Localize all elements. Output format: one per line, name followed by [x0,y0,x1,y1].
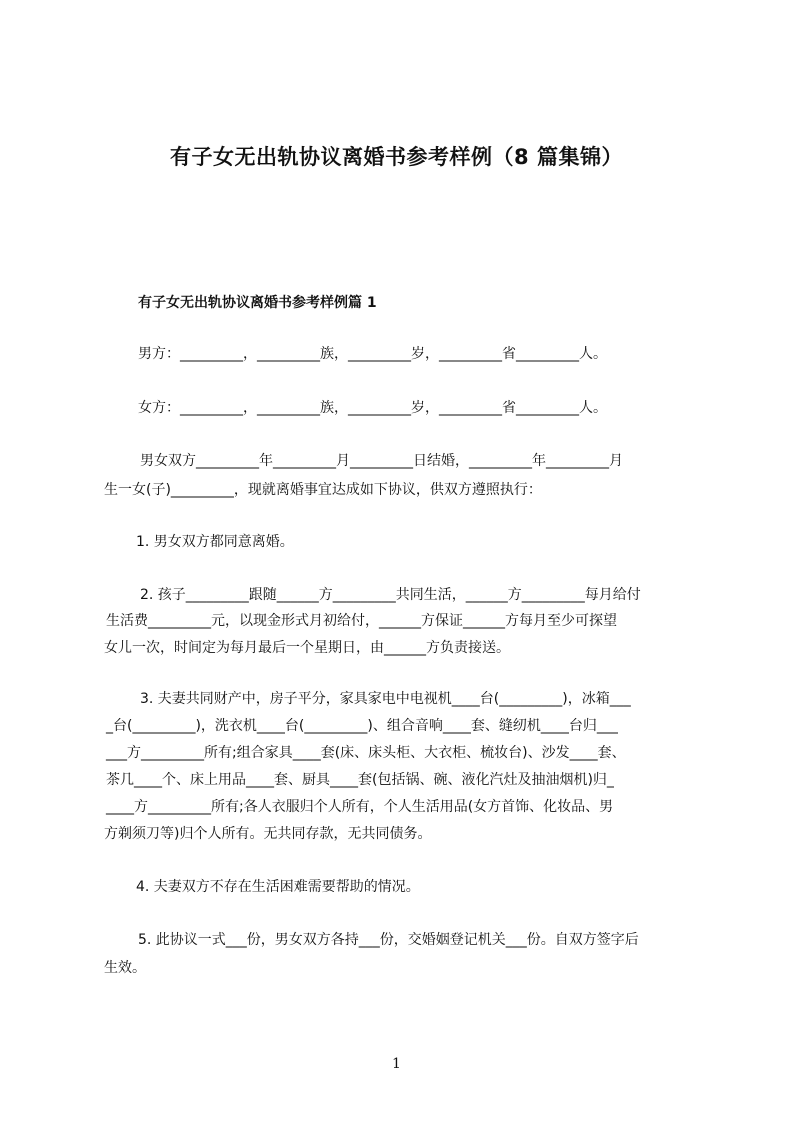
paragraph-line: 方剃须刀等)归个人所有。无共同存款，无共同债务。 [104,826,432,842]
page-number: 1 [392,1056,401,1072]
paragraph-line: 茶几____个、床上用品____套、厨具____套(包括锅、碗、液化汽灶及抽油烟机)归_ [106,772,614,788]
paragraph-line: 3. 夫妻共同财产中，房子平分，家具家电中电视机____台(_________)，冰箱___ [140,691,631,707]
paragraph-line: 女方：_________，_________族，_________岁，_________省_________人。 [138,400,607,416]
paragraph-line: 生效。 [104,960,146,976]
paragraph-line: 生一女(子)_________，现就离婚事宜达成如下协议，供双方遵照执行： [104,482,542,498]
document-title: 有子女无出轨协议离婚书参考样例（8 篇集锦） [170,145,623,169]
paragraph-line: _台(_________)，洗衣机____台(_________)、组合音响____套、缝纫机____台归___ [106,718,618,734]
paragraph-line: 女儿一次，时间定为每月最后一个星期日，由______方负责接送。 [104,640,510,656]
paragraph-line: 生活费_________元，以现金形式月初给付，______方保证______方每月至少可探望 [106,613,617,629]
paragraph-line: 4. 夫妻双方不存在生活困难需要帮助的情况。 [136,879,420,895]
paragraph-line: ____方_________所有;各人衣服归个人所有，个人生活用品(女方首饰、化妆品、男 [106,799,614,815]
paragraph-line: 1. 男女双方都同意离婚。 [136,534,294,550]
paragraph-line: 5. 此协议一式___份，男女双方各持___份，交婚姻登记机关___份。自双方签字后 [138,932,639,948]
paragraph-line: 男女双方_________年_________月_________日结婚，_________年_________月 [140,453,623,469]
paragraph-line: 2. 孩子_________跟随______方_________共同生活，______方_________每月给付 [140,587,641,603]
paragraph-line: 男方：_________，_________族，_________岁，_________省_________人。 [138,346,607,362]
paragraph-line: ___方_________所有;组合家具____套(床、床头柜、大衣柜、梳妆台)、沙发____套、 [106,745,626,761]
section-heading: 有子女无出轨协议离婚书参考样例篇 1 [138,295,377,311]
